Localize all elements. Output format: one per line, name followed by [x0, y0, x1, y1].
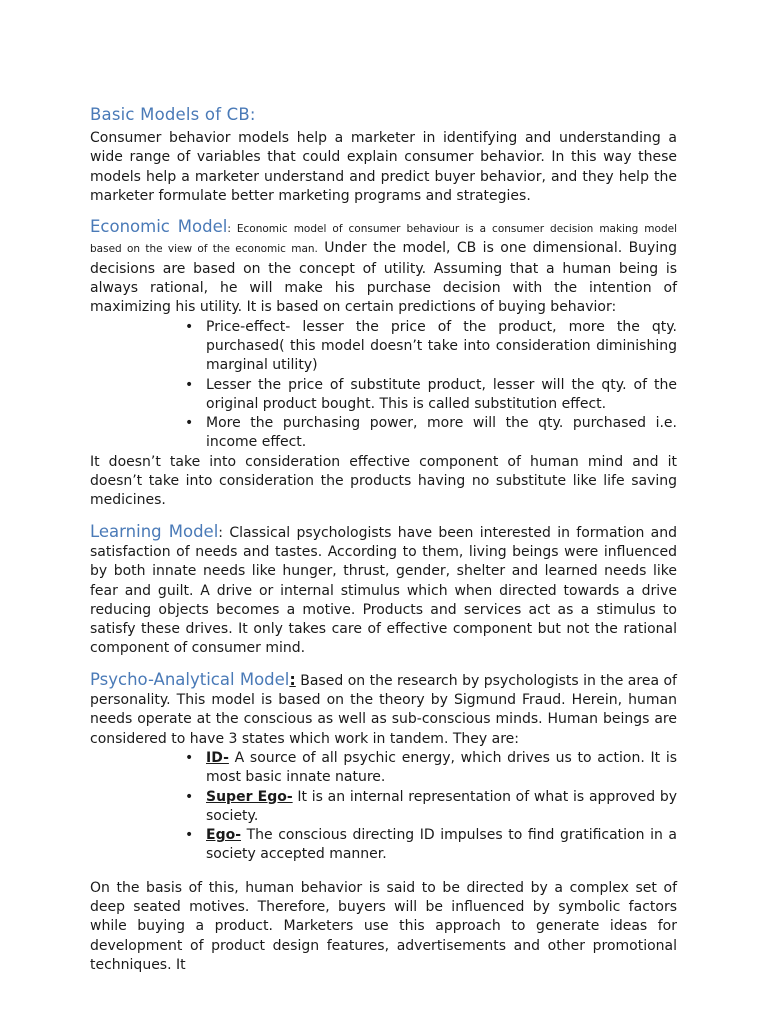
economic-model-title: Economic Model: [90, 217, 228, 237]
term-id: ID-: [206, 749, 229, 766]
term-super-ego: Super Ego-: [206, 788, 293, 805]
economic-model-colon: :: [227, 223, 231, 236]
economic-model-limitation: It doesn’t take into consideration effective component of human mind and it doesn’t take into consideration the products having no substitute like life saving medicines.: [90, 453, 677, 509]
psycho-bullet-list: [90, 749, 677, 865]
list-item: [206, 788, 677, 827]
learning-model-body: Classical psychologists have been interested in formation and satisfaction of needs and tastes. According to them, living beings were influenced by both innate needs like hunger, thrust, gender, shelter and learned needs like fear and guilt. A drive or internal stimulus which when directed towards a drive reducing objects becomes a motive. Products and services act as a stimulus to satisfy these drives. It only takes care of effective component but not the rational component of consumer mind.: [90, 524, 677, 657]
list-item: [206, 376, 677, 415]
term-description: The conscious directing ID impulses to find gratification in a society accepted manner.: [206, 827, 677, 863]
intro-paragraph: Consumer behavior models help a marketer in identifying and understanding a wide range of variables that could explain consumer behavior. In this way these models help a marketer understand and predict buyer behavior, and they help the marketer formulate better marketing programs and strategies.: [90, 130, 677, 204]
list-item: [206, 414, 677, 453]
psycho-model-paragraph: [90, 670, 677, 749]
bullet-text: • Price-effect- lesser the price of the product, more the qty. purchased( this model doesn’t take into consideration diminishing marginal utility): [206, 318, 677, 374]
psycho-model-title: Psycho-Analytical Model: [90, 669, 290, 689]
term-ego: Ego-: [206, 827, 242, 844]
learning-model-paragraph: [90, 522, 677, 659]
spacer: [90, 865, 677, 879]
psycho-model-colon: :: [289, 669, 296, 689]
economic-bullet-list: [90, 318, 677, 453]
term-description: It is an internal representation of what is approved by society.: [206, 788, 677, 824]
list-item: [206, 318, 677, 376]
psycho-model-conclusion: On the basis of this, human behavior is said to be directed by a complex set of deep seated motives. Therefore, buyers will be influenced by symbolic factors while buying a product. Marketers use this approach to generate ideas for development of product design features, advertisements and other promotional techniques. It: [90, 879, 677, 973]
economic-model-body: Under the model, CB is one dimensional. Buying decisions are based on the concept of utility. Assuming that a human being is always rational, he will make his purchase decision with the intention of maximizing his utility. It is based on certain predictions of buying behavior:: [90, 240, 677, 316]
list-item: [206, 749, 677, 788]
section-title-basic-models: Basic Models of CB:: [90, 105, 256, 124]
document-page: [90, 104, 677, 975]
term-description: A source of all psychic energy, which drives us to action. It is most basic innate nature.: [206, 749, 677, 786]
psycho-model-body: Based on the research by psychologists in the area of personality. This model is based on the theory by Sigmund Fraud. Herein, human needs operate at the conscious as well as sub-conscious minds. Human beings are considered to have 3 states which work in tandem. They are:: [90, 672, 677, 747]
bullet-text: • More the purchasing power, more will the qty. purchased i.e. income effect.: [206, 415, 677, 451]
bullet-text: • Lesser the price of substitute product, lesser will the qty. of the original product bought. This is called substitution effect.: [206, 376, 677, 412]
economic-model-paragraph: [90, 217, 677, 317]
learning-model-colon: :: [218, 524, 223, 541]
list-item: [206, 826, 677, 865]
learning-model-title: Learning Model: [90, 521, 219, 541]
economic-model-definition: Economic model of consumer behaviour is a consumer decision making model based on the view of the economic man.: [90, 223, 677, 256]
